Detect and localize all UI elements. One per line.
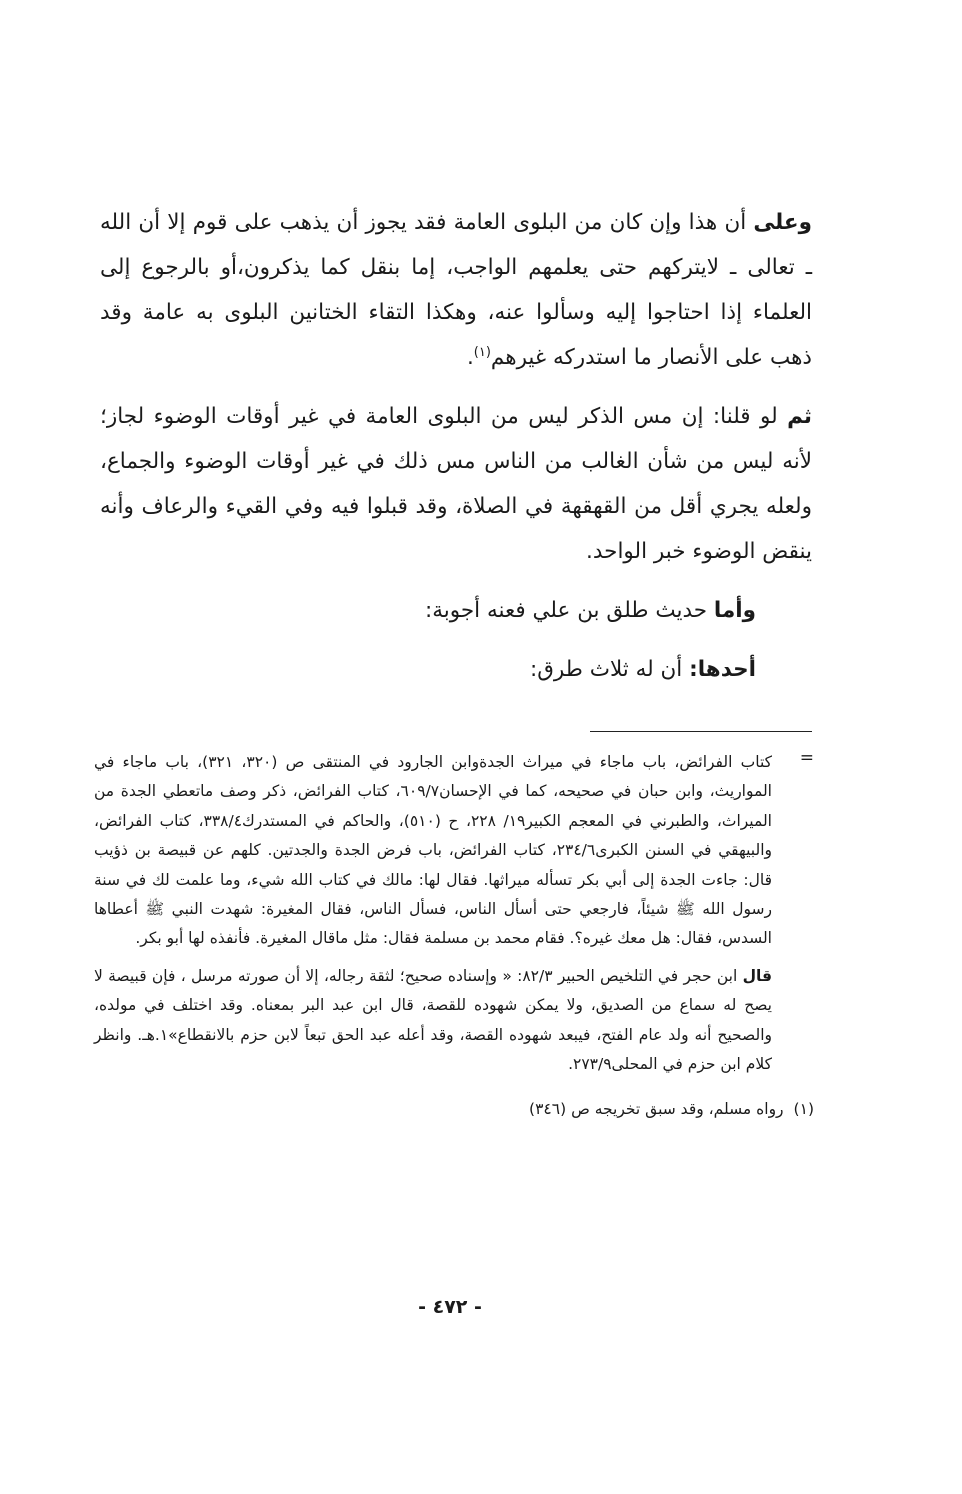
continued-note-text: كتاب الفرائض، باب ماجاء في ميراث الجدةوابن الجارود في المنتقى ص (٣٢٠، ٣٢١)، باب ماجاء في المواريث، وابن حبان في صحيحه، كما في الإحسان٦٠٩/٧، كتاب الفرائض، ذكر وصف ماتعطي الجدة من الميراث، والطبرني في المعجم الكبير١٩/ ٢٢٨، ح (٥١٠)، والحاكم في المستدرك٣٣٨/٤، كتاب الفرائض، والبيهقي في السنن الكبرى٢٣٤/٦، كتاب الفرائض، باب فرض الجدة والجدتين. كلهم عن قبيصة بن ذؤيب قال: جاءت الجدة إلى أبي بكر تسأله ميراثها. فقال لها: مالك في كتاب الله شيء، وما علمت لك في سنة رسول الله ﷺ شيئاً، فارجعي حتى أسأل الناس، فسأل الناس، فقال المغيرة: شهدت النبي ﷺ أعطاها السدس، فقال: هل معك غيره؟. فقام محمد بن مسلمة فقال: مثل ماقال المغيرة. فأنفذه لها أبو بكر.	[94, 753, 772, 948]
paragraph-3-lead: وأما	[713, 598, 756, 623]
paragraph-1-body: أن هذا وإن كان من البلوى العامة فقد يجوز أن يذهب على قوم إلا أن الله ـ تعالى ـ لايتركهم حتى يعلمهم الواجب، إما بنقل كما يذكرون،أو بالرجوع إلى العلماء إذا احتاجوا إليه وسألوا عنه، وهكذا التقاء الختانين البلوى به عامة وقد ذهب على الأنصار ما استدركه غيرهم	[100, 210, 812, 370]
paragraph-4	[100, 647, 812, 692]
paragraph-2-body: لو قلنا: إن مس الذكر ليس من البلوى العامة في غير أوقات الوضوء لجاز؛ لأنه ليس من شأن الغالب من الناس مس ذلك في غير أوقات الوضوء والجماع، ولعله يجري أقل من القهقهة في الصلاة، وقد قبلوا فيه وفي القيء والرعاف وأنه ينقض الوضوء خبر الواحد.	[100, 404, 812, 564]
hadith-grading-note	[94, 962, 814, 1080]
paragraph-4-lead: أحدها:	[689, 657, 756, 682]
paragraph-1	[100, 200, 812, 380]
footnotes-section	[94, 748, 814, 1139]
footnote-1-text: رواه مسلم، وقد سبق تخريجه ص (٣٤٦)	[529, 1100, 784, 1119]
main-text	[100, 200, 812, 692]
footnote-separator	[590, 731, 812, 732]
page-number: - ٤٧٢ -	[418, 1296, 482, 1318]
paragraph-4-body: أن له ثلاث طرق:	[529, 657, 690, 682]
paragraph-2	[100, 394, 812, 574]
footnote-reference: (١)	[473, 344, 491, 360]
footnote-1-number: (١)	[793, 1100, 814, 1119]
paragraph-3	[100, 588, 812, 633]
hadith-grading-body: ابن حجر في التلخيص الحبير ٨٢/٣: « وإسناده صحيح؛ لثقة رجاله، إلا أن صورته مرسل ، فإن قبيصة لا يصح له سماع من الصديق، ولا يمكن شهوده للقصة، قال ابن عبد البر بمعناه. وقد اختلف في مولده، والصحيح أنه ولد عام الفتح، فيبعد شهوده القصة، وقد أعله عبد الحق تبعاً لابن حزم بالانقطاع»١.هـ. وانظر كلام ابن حزم في المحلى٢٧٣/٩.	[94, 966, 772, 1074]
footnote-1	[94, 1095, 814, 1123]
continued-note	[94, 748, 814, 954]
paragraph-1-lead: وعلى	[753, 210, 812, 235]
paragraph-3-body: حديث طلق بن علي فعنه أجوبة:	[425, 598, 714, 623]
continuation-mark: =	[799, 748, 814, 768]
hadith-grading-lead: قال	[742, 966, 772, 985]
paragraph-2-lead: ثم	[787, 404, 812, 429]
paragraph-1-end: .	[466, 345, 474, 370]
